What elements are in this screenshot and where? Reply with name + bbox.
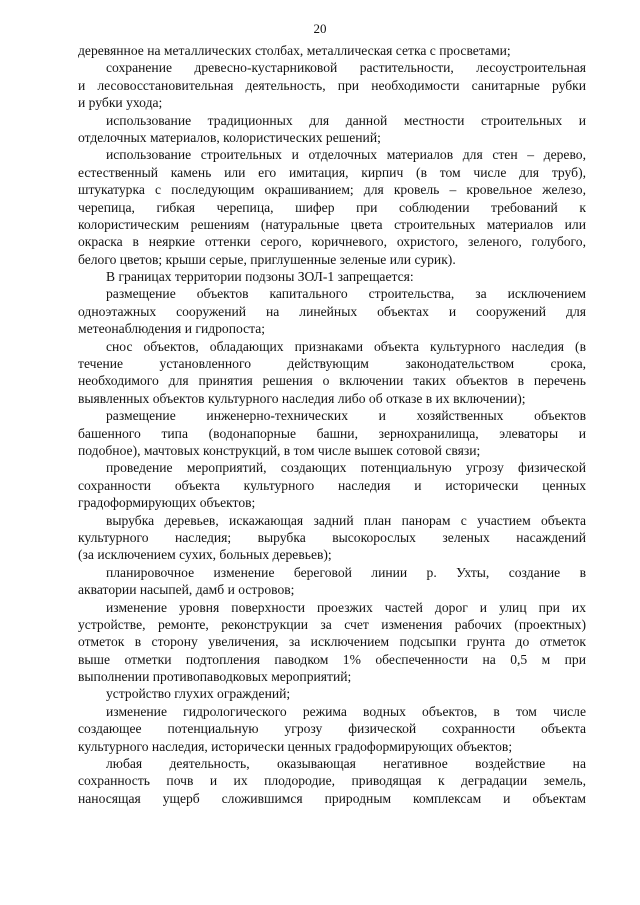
text-line: использование традиционных для данной местности строительных и <box>106 112 586 128</box>
text-line: выполнении противопаводковых мероприятий; <box>78 669 352 685</box>
text-line: черепица, гибкая черепица, шифер при соблюдении требований к <box>78 199 586 215</box>
text-line: отметок в сторону увеличения, за исключением подсыпки грунта до отметок <box>78 634 586 650</box>
text-line: и лесовосстановительная деятельность, при необходимости санитарные рубки <box>78 77 586 93</box>
paragraph <box>78 112 586 147</box>
text-line: размещение объектов капитального строительства, за исключением <box>106 286 586 302</box>
text-line: В границах территории подзоны ЗОЛ-1 запрещается: <box>106 269 414 285</box>
text-line: планировочное изменение береговой линии р. Ухты, создание в <box>106 564 586 580</box>
text-line: башенного типа (водонапорные башни, зернохранилища, элеваторы и <box>78 425 586 441</box>
paragraph <box>78 338 586 408</box>
text-line: культурного наследия; вырубка высокорослых зеленых насаждений <box>78 529 586 545</box>
text-line: изменение гидрологического режима водных объектов, в том числе <box>106 703 586 719</box>
text-line: выше отметки подтопления паводком 1% обеспеченности на 0,5 м при <box>78 651 586 667</box>
paragraph <box>78 407 586 459</box>
text-line: подобное), мачтовых конструкций, в том числе вышек сотовой связи; <box>78 442 481 458</box>
text-line: одноэтажных сооружений на линейных объектах и сооружений для <box>78 303 586 319</box>
text-line: сохранности объекта культурного наследия и исторически ценных <box>78 477 586 493</box>
text-line: метеонаблюдения и гидропоста; <box>78 321 266 337</box>
page-number: 20 <box>313 21 327 36</box>
text-line: штукатурка с последующим окрашиванием; для кровель – кровельное железо, <box>78 182 586 198</box>
text-line: любая деятельность, оказывающая негативное воздействие на <box>106 756 586 772</box>
text-line: белого цветов; крыши серые, приглушенные зеленые или сурик). <box>78 251 456 267</box>
text-line: течение установленного действующим законодательством срока, <box>78 356 586 372</box>
text-line: необходимого для принятия решения о включении таких объектов в перечень <box>78 373 586 389</box>
text-line: использование строительных и отделочных материалов для стен – дерево, <box>106 147 586 163</box>
text-line: окраска в неяркие оттенки серого, коричневого, охристого, зеленого, голубого, <box>78 234 586 250</box>
text-line: (за исключением сухих, больных деревьев); <box>78 547 332 563</box>
text-line: отделочных материалов, колористических решений; <box>78 129 381 145</box>
paragraph <box>78 685 586 702</box>
text-line: естественный камень или его имитация, кирпич (в том числе для труб), <box>78 164 586 180</box>
paragraph <box>78 459 586 511</box>
paragraph <box>78 703 586 755</box>
document-body <box>78 42 586 807</box>
text-line: размещение инженерно-технических и хозяйственных объектов <box>106 408 586 424</box>
paragraph <box>78 146 586 268</box>
text-line: выявленных объектов культурного наследия либо об отказе в их включении); <box>78 390 526 406</box>
text-line: вырубка деревьев, искажающая задний план панорам с участием объекта <box>106 512 586 528</box>
paragraph <box>78 599 586 686</box>
paragraph <box>78 512 586 564</box>
text-line: культурного наследия, исторически ценных градоформирующих объектов; <box>78 738 513 754</box>
paragraph <box>78 285 586 337</box>
text-line: акватории насыпей, дамб и островов; <box>78 582 295 598</box>
text-line: создающее потенциальную угрозу физической сохранности объекта <box>78 721 586 737</box>
paragraph <box>78 59 586 111</box>
text-line: сохранность почв и их плодородие, приводящая к деградации земель, <box>78 773 586 789</box>
text-line: снос объектов, обладающих признаками объекта культурного наследия (в <box>106 338 586 354</box>
paragraph <box>78 268 586 285</box>
paragraph <box>78 42 586 59</box>
text-line: градоформирующих объектов; <box>78 495 256 511</box>
paragraph <box>78 755 586 807</box>
text-line: сохранение древесно-кустарниковой растительности, лесоустроительная <box>106 60 586 76</box>
text-line: устройстве, ремонте, реконструкции за счет изменения рабочих (проектных) <box>78 616 586 632</box>
text-line: и рубки ухода; <box>78 95 163 111</box>
text-line: колористическим решениям (натуральные цвета строительных материалов или <box>78 216 586 232</box>
text-line: деревянное на металлических столбах, металлическая сетка с просветами; <box>78 43 511 58</box>
text-line: устройство глухих ограждений; <box>106 686 291 702</box>
text-line: проведение мероприятий, создающих потенциальную угрозу физической <box>106 460 586 476</box>
text-line: наносящая ущерб сложившимся природным комплексам и объектам <box>78 790 586 806</box>
paragraph <box>78 564 586 599</box>
text-line: изменение уровня поверхности проезжих частей дорог и улиц при их <box>106 599 586 615</box>
